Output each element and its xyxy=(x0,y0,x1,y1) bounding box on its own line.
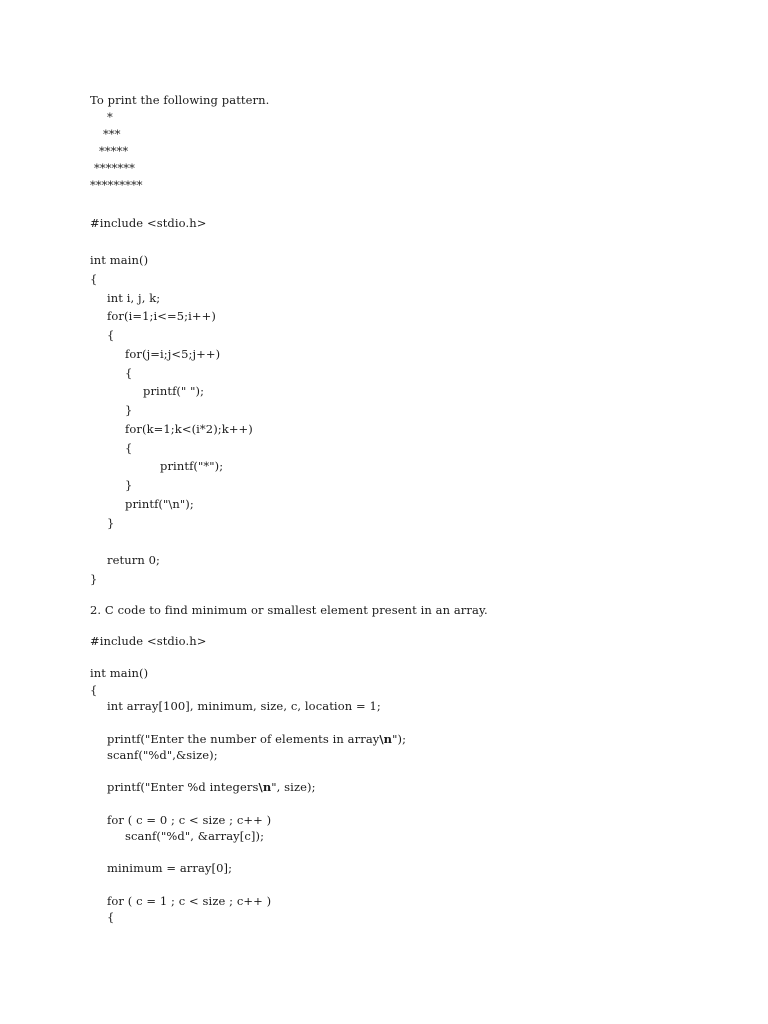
p1-printf-space: printf(" "); xyxy=(143,384,205,398)
p1-close-brace: } xyxy=(90,572,98,586)
p1-outer-close: } xyxy=(107,516,115,530)
p2-minimum-init: minimum = array[0]; xyxy=(107,861,233,875)
pattern-line-4: ******* xyxy=(94,161,135,175)
pattern-line-5: ********* xyxy=(90,178,143,192)
p1-printf-star: printf("*"); xyxy=(160,459,224,473)
p1-for-j: for(j=i;j<5;j++) xyxy=(125,347,221,361)
intro-text: To print the following pattern. xyxy=(90,93,270,107)
p2-printf-prompt-start: printf("Enter the number of elements in array xyxy=(107,732,380,746)
p2-printf-prompt xyxy=(107,732,406,747)
p1-printf-newline: printf("\n"); xyxy=(125,497,194,511)
p2-for-read: for ( c = 0 ; c < size ; c++ ) xyxy=(107,813,272,827)
p2-printf-enter-end: ", size); xyxy=(271,780,316,794)
p2-printf-prompt-end: "); xyxy=(392,732,407,746)
p2-scanf-size: scanf("%d",&size); xyxy=(107,748,218,762)
p2-include: #include <stdio.h> xyxy=(90,634,207,648)
p2-for-search: for ( c = 1 ; c < size ; c++ ) xyxy=(107,894,272,908)
pattern-line-3: ***** xyxy=(99,144,129,158)
p1-for-k: for(k=1;k<(i*2);k++) xyxy=(125,422,253,436)
p2-printf-prompt-newline: \n xyxy=(379,732,393,746)
p2-main-signature: int main() xyxy=(90,666,149,680)
p2-scanf-array: scanf("%d", &array[c]); xyxy=(125,829,265,843)
p2-printf-enter-start: printf("Enter %d integers xyxy=(107,780,259,794)
p1-k-open: { xyxy=(125,441,133,455)
p1-include: #include <stdio.h> xyxy=(90,216,207,230)
p1-main-signature: int main() xyxy=(90,253,149,267)
p1-j-close: } xyxy=(125,403,133,417)
p2-open-brace: { xyxy=(90,683,98,697)
p2-printf-enter-newline: \n xyxy=(258,780,272,794)
p1-j-open: { xyxy=(125,366,133,380)
p1-return: return 0; xyxy=(107,553,160,567)
p2-printf-enter xyxy=(107,780,316,795)
p1-declaration: int i, j, k; xyxy=(107,291,161,305)
p1-k-close: } xyxy=(125,478,133,492)
section-2-heading: 2. C code to find minimum or smallest element present in an array. xyxy=(90,603,488,617)
pattern-line-1: * xyxy=(107,110,113,124)
pattern-line-2: *** xyxy=(103,127,121,141)
p2-declaration: int array[100], minimum, size, c, location = 1; xyxy=(107,699,381,713)
p2-search-open: { xyxy=(107,910,115,924)
p1-outer-for: for(i=1;i<=5;i++) xyxy=(107,309,216,323)
p1-outer-open: { xyxy=(107,328,115,342)
p1-open-brace: { xyxy=(90,272,98,286)
